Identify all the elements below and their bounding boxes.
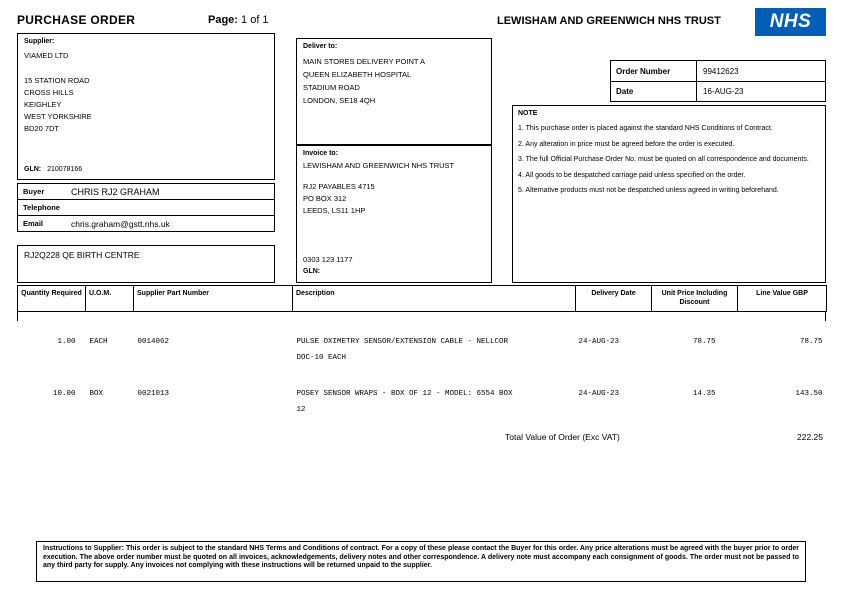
order-date-row	[611, 81, 825, 101]
deliver-to-line: STADIUM ROAD	[303, 83, 360, 92]
table-left-edge-mark	[17, 311, 18, 321]
telephone-label: Telephone	[23, 203, 60, 212]
nhs-logo-text: NHS	[769, 11, 812, 32]
invoice-to-line: RJ2 PAYABLES 4715	[303, 182, 375, 191]
invoice-to-label: Invoice to:	[303, 150, 339, 157]
supplier-address-line: KEIGHLEY	[24, 100, 62, 109]
email-label: Email	[23, 219, 44, 228]
deliver-to-line: QUEEN ELIZABETH HOSPITAL	[303, 70, 412, 79]
invoice-gln-label: GLN:	[303, 268, 321, 275]
deliver-to-line: LONDON, SE18 4QH	[303, 96, 376, 105]
col-part-number: Supplier Part Number	[134, 286, 293, 312]
supplier-address	[24, 75, 268, 135]
email-value: chris.graham@gstt.nhs.uk	[71, 218, 170, 229]
supplier-address-line: WEST YORKSHIRE	[24, 112, 92, 121]
invoice-phone: 0303 123 1177	[303, 255, 353, 264]
unit-price-cell: 78.75	[692, 338, 716, 346]
table-row	[18, 312, 827, 367]
description-line: DOC-10 EACH	[296, 354, 347, 362]
buyer-info	[17, 183, 275, 232]
description-line: POSEY SENSOR WRAPS - BOX OF 12 - MODEL: 6554 BOX	[296, 390, 513, 398]
line-value-cell: 78.75	[799, 338, 823, 346]
supplier-address-line: CROSS HILLS	[24, 88, 74, 97]
uom-cell: BOX	[89, 390, 104, 398]
supplier-address-line: 15 STATION ROAD	[24, 76, 90, 85]
delivery-date-cell: 24-AUG-23	[578, 338, 620, 346]
order-number-value: 99412623	[703, 66, 739, 76]
description-line: 12	[296, 406, 306, 414]
note-title: NOTE	[518, 110, 538, 117]
invoice-to-name: LEWISHAM AND GREENWICH NHS TRUST	[303, 161, 455, 170]
col-unit-price: Unit Price Including Discount	[652, 286, 738, 312]
note-box	[512, 105, 826, 283]
part-number-cell: 0014062	[137, 338, 170, 346]
note-item: 3. The full Official Purchase Order No. must be quoted on all correspondence and documents.	[518, 156, 809, 163]
line-value-cell: 143.50	[795, 390, 823, 398]
page-title: PURCHASE ORDER	[17, 13, 136, 27]
page-indicator	[208, 14, 269, 26]
quantity-cell: 10.00	[52, 390, 76, 398]
supplier-gln-label: GLN:	[24, 166, 42, 173]
invoice-to-box	[296, 145, 492, 283]
description-line: PULSE OXIMETRY SENSOR/EXTENSION CABLE - NELLCOR	[296, 338, 509, 346]
instructions-text: Instructions to Supplier: This order is subject to the standard NHS Terms and Conditions of contract. For a copy of these please contact the Buyer for this order. Any price alterations must be agreed with the buyer prior to order execution. The above order number must be quoted on all invoices, acknowledgements, delivery notes and other correspondence. A delivery note must accompany each consignment of goods. The order must not be passed to any third party for supply. Any invoices not complying with these instructions will be returned unpaid to the supplier.	[43, 545, 799, 570]
trust-name: LEWISHAM AND GREENWICH NHS TRUST	[497, 15, 721, 27]
supplier-name: VIAMED LTD	[24, 51, 69, 60]
order-number-row	[611, 61, 825, 81]
table-right-edge-mark	[825, 311, 826, 321]
order-info-box	[610, 60, 826, 102]
deliver-to-line: MAIN STORES DELIVERY POINT A	[303, 57, 425, 66]
order-number-label: Order Number	[611, 61, 697, 81]
deliver-to-label: Deliver to:	[303, 43, 338, 50]
supplier-box	[17, 33, 275, 180]
unit-price-cell: 14.35	[692, 390, 716, 398]
col-uom: U.O.M.	[86, 286, 134, 312]
page-value: 1 of 1	[241, 14, 269, 26]
quantity-cell: 1.00	[57, 338, 76, 346]
col-quantity: Quantity Required	[18, 286, 86, 312]
nhs-logo	[755, 8, 826, 36]
items-table	[17, 285, 827, 418]
description-cell	[293, 366, 576, 418]
delivery-date-cell: 24-AUG-23	[578, 390, 620, 398]
deliver-to-box	[296, 38, 492, 145]
col-delivery-date: Delivery Date	[576, 286, 652, 312]
col-description: Description	[293, 286, 576, 312]
page-label: Page:	[208, 14, 238, 26]
part-number-cell: 0021013	[137, 390, 170, 398]
supplier-gln	[24, 166, 82, 173]
date-value: 16-AUG-23	[703, 87, 744, 96]
invoice-to-line: LEEDS, LS11 1HP	[303, 206, 366, 215]
uom-cell: EACH	[89, 338, 108, 346]
total-value: 222.25	[797, 432, 823, 442]
note-item: 5. Alternative products must not be despatched unless agreed in writing beforehand.	[518, 187, 779, 194]
col-line-value: Line Value GBP	[738, 286, 827, 312]
email-row	[17, 215, 275, 232]
table-header-row	[18, 286, 827, 312]
description-cell	[293, 312, 576, 367]
supplier-label: Supplier:	[24, 38, 55, 45]
buyer-label: Buyer	[23, 187, 45, 196]
table-row	[18, 366, 827, 418]
buyer-value: CHRIS RJ2 GRAHAM	[71, 186, 160, 197]
supplier-address-line: BD20 7DT	[24, 124, 60, 133]
invoice-to-address	[303, 181, 485, 217]
note-item: 2. Any alteration in price must be agreed before the order is executed.	[518, 140, 735, 148]
telephone-row	[17, 199, 275, 216]
requisition-box	[17, 245, 275, 283]
date-label: Date	[611, 82, 697, 101]
instructions-box	[36, 541, 806, 582]
note-item: 1. This purchase order is placed against the standard NHS Conditions of Contract.	[518, 125, 773, 132]
deliver-to-address	[303, 55, 485, 107]
requisition-value: RJ2Q228 QE BIRTH CENTRE	[24, 250, 140, 260]
buyer-row	[17, 183, 275, 200]
supplier-gln-value: 210078166	[47, 166, 83, 173]
total-label: Total Value of Order (Exc VAT)	[505, 432, 620, 442]
note-item: 4. All goods to be despatched carriage paid unless specified on the order.	[518, 171, 746, 179]
invoice-to-line: PO BOX 312	[303, 194, 347, 203]
